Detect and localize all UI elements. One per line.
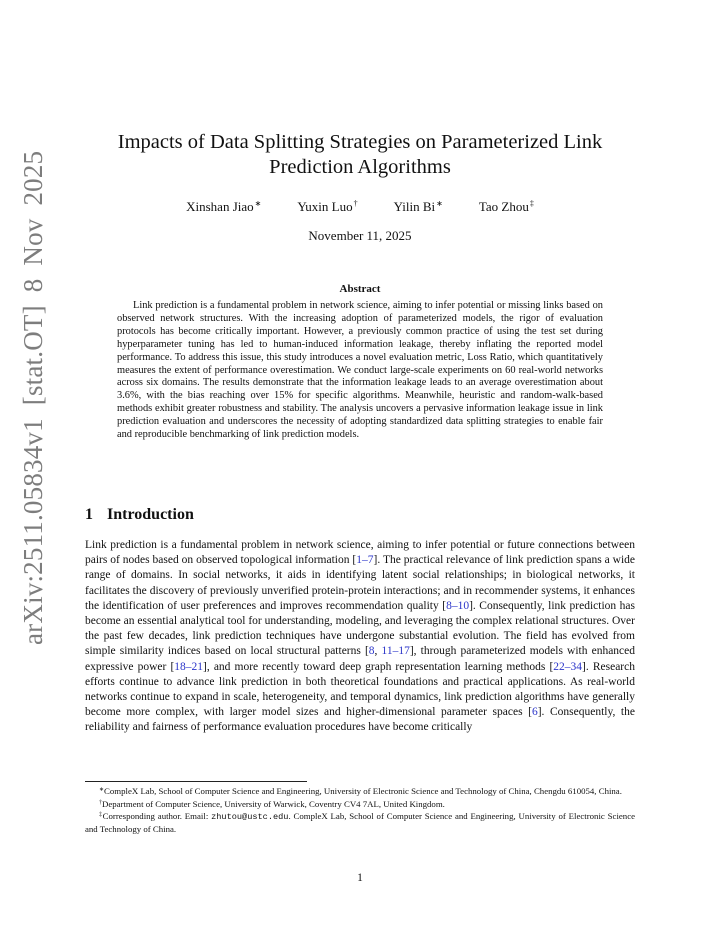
abstract-heading: Abstract bbox=[339, 283, 381, 295]
footnote: ∗CompleX Lab, School of Computer Science and Engineering, University of Electronic Science and Technology of China, Chengdu 610054, China. bbox=[99, 786, 622, 796]
author: Yuxin Luo† bbox=[297, 199, 358, 214]
email-link[interactable]: zhutou@ustc.edu bbox=[211, 812, 289, 823]
citation-link[interactable]: 8–10 bbox=[446, 599, 470, 612]
section-number: 1 bbox=[85, 506, 93, 523]
author-list bbox=[85, 199, 635, 215]
arxiv-identifier: arXiv:2511.05834v1 [stat.OT] 8 Nov 2025 bbox=[18, 150, 48, 645]
abstract-text: Link prediction is a fundamental problem in network science, aiming to infer potential or missing links based on observed network structures. With the increasing adoption of parameterized models, the rigor of evaluation protocols has become critically important. However, a previously common practice of using the test set during hyperparameter tuning has led to human-induced information leakage, thereby inflating the reported model performance. To address this issue, this study introduces a novel evaluation metric, Loss Ratio, which quantitatively measures the extent of performance overestimation. We conduct large-scale experiments on 60 real-world networks across six domains. The results demonstrate that the information leakage leads to an average overestimation about 3.6%, with the bias reaching over 15% for specific algorithms. Meanwhile, heuristic and random-walk-based methods exhibit greater robustness and stability. The analysis uncovers a pervasive information leakage issue in link prediction evaluation and underscores the necessity of adopting standardized data splitting strategies to enable fair and reproducible benchmarking of link prediction models. bbox=[117, 300, 603, 441]
footnote-divider bbox=[85, 781, 307, 782]
footnotes bbox=[85, 785, 635, 836]
citation-link[interactable]: 18–21 bbox=[174, 660, 204, 673]
footnote: ‡Corresponding author. Email: zhutou@ustc.edu. CompleX Lab, School of Computer Science and Engineering, University of Electronic Science and Technology of China. bbox=[85, 811, 635, 835]
citation-link[interactable]: 1–7 bbox=[356, 554, 374, 567]
publication-date: November 11, 2025 bbox=[308, 228, 412, 243]
citation-link[interactable]: 11–17 bbox=[381, 645, 410, 658]
paper-title: Impacts of Data Splitting Strategies on Parameterized Link Prediction Algorithms bbox=[117, 131, 603, 178]
citation-link[interactable]: 22–34 bbox=[553, 660, 583, 673]
page-number: 1 bbox=[357, 872, 363, 884]
citation-link[interactable]: 8 bbox=[368, 645, 375, 658]
section-heading bbox=[85, 506, 194, 524]
footnote: †Department of Computer Science, University of Warwick, Coventry CV4 7AL, United Kingdom. bbox=[99, 798, 445, 809]
introduction-paragraph: Link prediction is a fundamental problem in network science, aiming to infer potential or future connections between pairs of nodes based on observed topological information [1–7]. The practical relevance of link prediction spans a wide range of domains. In social networks, it aids in identifying latent social relationships; in biological networks, it facilitates the discovery of previously unverified protein-protein interactions; and in recommender systems, it enhances the identification of user preferences and improves recommendation quality [8–10]. Consequently, link prediction has become an essential analytical tool for understanding, modeling, and leveraging the complex relational structures. Over the past few decades, link prediction techniques have undergone substantial evolution. The field has evolved from simple similarity indices based on local structural patterns [8, 11–17], through parameterized models with enhanced expressive power [18–21], and more recently toward deep graph representation learning methods [22–34]. Research efforts continue to advance link prediction in both theoretical foundations and practical applications. As real-world networks continue to expand in scale, heterogeneity, and temporal dynamics, link prediction algorithms have generally become more complex, with larger model sizes and higher-dimensional parameter spaces [6]. Consequently, the reliability and fairness of performance evaluation procedures have become critically bbox=[85, 539, 636, 734]
author: Xinshan Jiao∗ bbox=[186, 199, 262, 214]
author: Yilin Bi∗ bbox=[393, 199, 443, 214]
section-title: Introduction bbox=[107, 506, 194, 523]
citation-link[interactable]: 6 bbox=[531, 706, 538, 719]
author: Tao Zhou‡ bbox=[478, 199, 534, 214]
